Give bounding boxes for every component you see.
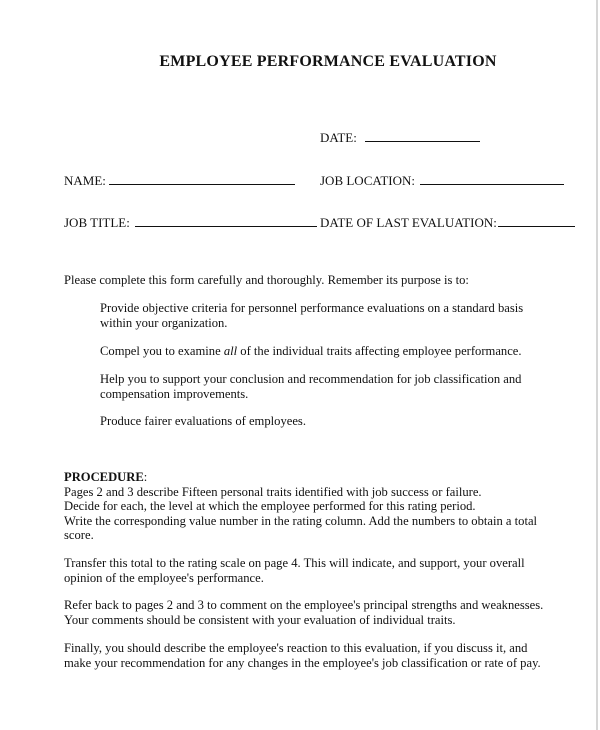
job-location-line[interactable] — [420, 173, 564, 185]
procedure-line: Pages 2 and 3 describe Fifteen personal traits identified with job success or failure. — [64, 484, 482, 499]
name-label: NAME: — [64, 173, 106, 188]
purpose-2-before: Compel you to examine — [100, 344, 224, 358]
purpose-item-3 — [100, 372, 550, 401]
procedure-line: Finally, you should describe the employee's reaction to this evaluation, if you discuss it, and — [64, 641, 528, 655]
date-label: DATE: — [320, 130, 357, 145]
procedure-line: make your recommendation for any changes in the employee's job classification or rate of pay. — [64, 655, 541, 670]
job-location-field — [320, 173, 564, 189]
purpose-3-line-2: compensation improvements. — [100, 386, 249, 401]
date-last-eval-label: DATE OF LAST EVALUATION: — [320, 215, 497, 230]
page-title: EMPLOYEE PERFORMANCE EVALUATION — [159, 53, 497, 70]
date-last-eval-field — [320, 215, 575, 231]
procedure-heading-line — [64, 470, 544, 485]
procedure-line: Decide for each, the level at which the employee performed for this rating period. — [64, 499, 476, 513]
procedure-block-3 — [64, 598, 544, 627]
date-last-eval-line[interactable] — [498, 215, 575, 227]
procedure-line: Transfer this total to the rating scale on page 4. This will indicate, and support, your overall — [64, 556, 525, 570]
purpose-3-line-1: Help you to support your conclusion and recommendation for job classification and — [100, 372, 522, 386]
purpose-1-line-2: within your organization. — [100, 315, 228, 330]
job-title-line[interactable] — [135, 215, 317, 227]
procedure-line: Write the corresponding value number in the rating column. Add the numbers to obtain a total — [64, 513, 538, 528]
procedure-section — [64, 470, 544, 543]
purpose-item-1 — [100, 301, 550, 330]
purpose-1-line-1: Provide objective criteria for personnel performance evaluations on a standard basis — [100, 301, 524, 315]
job-title-label: JOB TITLE: — [64, 215, 130, 230]
job-title-field — [64, 215, 317, 231]
procedure-heading: PROCEDURE — [64, 470, 144, 484]
procedure-line: Your comments should be consistent with your evaluation of individual traits. — [64, 612, 456, 627]
purpose-item-2 — [100, 344, 550, 359]
purpose-2-emphasis: all — [223, 344, 238, 358]
purpose-2-after: of the individual traits affecting employee performance. — [237, 344, 522, 358]
intro-text: Please complete this form carefully and thoroughly. Remember its purpose is to: — [64, 273, 469, 287]
name-field — [64, 173, 295, 189]
name-line[interactable] — [109, 173, 295, 185]
job-location-label: JOB LOCATION: — [320, 173, 415, 188]
procedure-block-2 — [64, 556, 544, 585]
date-line[interactable] — [365, 130, 480, 142]
purpose-item-4: Produce fairer evaluations of employees. — [100, 414, 306, 428]
procedure-line: Refer back to pages 2 and 3 to comment on the employee's principal strengths and weaknesses. — [64, 598, 544, 612]
procedure-colon: : — [143, 470, 148, 484]
procedure-block-4 — [64, 641, 544, 670]
procedure-line: opinion of the employee's performance. — [64, 570, 264, 585]
procedure-line: score. — [64, 528, 94, 542]
date-field — [320, 130, 480, 146]
